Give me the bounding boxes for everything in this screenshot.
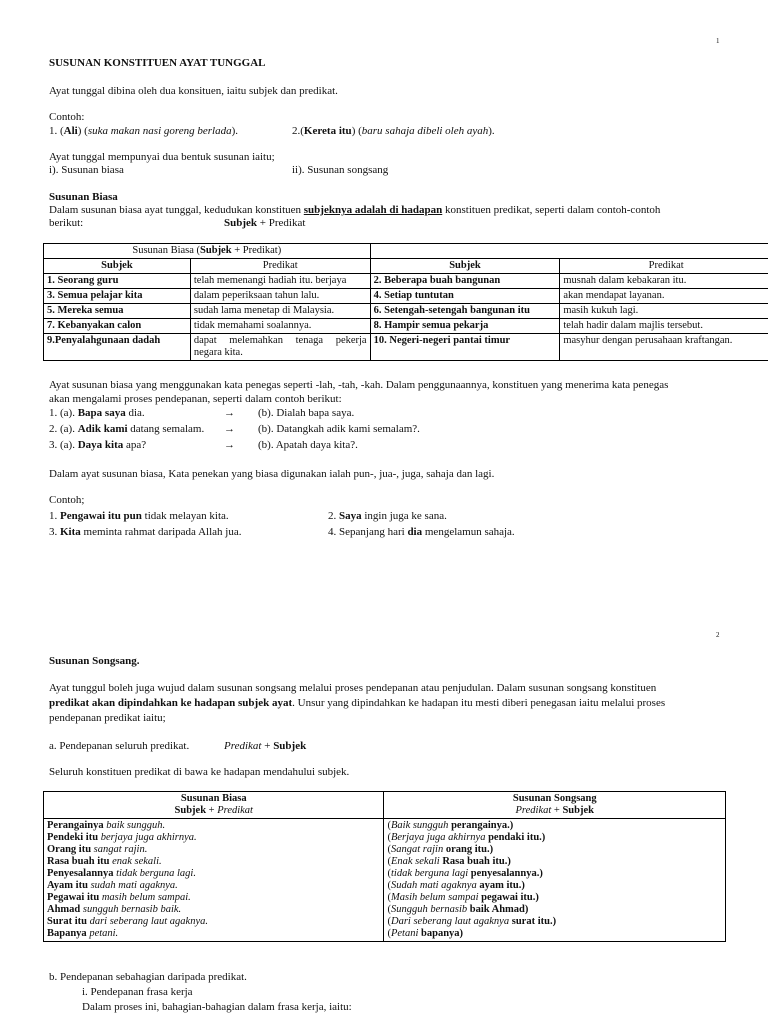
table-row: 7. Kebanyakan calon tidak memahami soalannya. 8. Hampir semua pekarja telah hadir dalam majlis tersebut. — [44, 319, 768, 334]
example-1: 1. (Ali) (suka makan nasi goreng berlada). — [49, 125, 239, 137]
songsang-paragraph-2: predikat akan dipindahkan ke hadapan subjek ayat. Unsur yang dipindahkan ke hadapan itu mesti diberi penegasan iaitu melalui proses — [49, 697, 666, 709]
bentuk-2: ii). Susunan songsang — [292, 164, 389, 176]
page-title: SUSUNAN KONSTITUEN AYAT TUNGGAL — [49, 57, 266, 69]
item-a-label: a. Pendepanan seluruh predikat. — [49, 740, 190, 752]
contoh2-3: 3. Kita meminta rahmat daripada Allah jua. — [49, 526, 242, 538]
seluruh-text: Seluruh konstituen predikat di bawa ke hadapan mendahului subjek. — [49, 766, 350, 778]
col-header-predikat-2: Predikat — [560, 259, 768, 274]
list-item: Pendeki itu berjaya juga akhirnya. — [47, 832, 197, 843]
penegas-paragraph-2: akan mengalami proses pendepanan, seperti dalam contoh berikut: — [49, 393, 342, 405]
arrow-icon: → — [224, 423, 235, 435]
pair-a-3: 3. (a). Daya kita apa? — [49, 439, 147, 451]
bentuk-1: i). Susunan biasa — [49, 164, 124, 176]
contoh2-1: 1. Pengawai itu pun tidak melayan kita. — [49, 510, 229, 522]
penekan-paragraph: Dalam ayat susunan biasa, Kata penekan yang biasa digunakan ialah pun-, jua-, juga, sahaja dan lagi. — [49, 468, 495, 480]
contoh-label: Contoh: — [49, 111, 85, 123]
biasa-paragraph: Dalam susunan biasa ayat tunggal, kedudukan konstituen subjeknya adalah di hadapan konstituen predikat, seperti dalam contoh-contoh — [49, 204, 661, 216]
right-col-body — [384, 819, 726, 942]
bentuk-intro: Ayat tunggal mempunyai dua bentuk susunan iaitu; — [49, 151, 275, 163]
left-col-header: Susunan Biasa Subjek + Predikat — [44, 792, 384, 819]
biasa-paragraph-2: berikut: — [49, 217, 84, 229]
list-item: Rasa buah itu enak sekali. — [47, 856, 162, 867]
list-item: (Dari seberang laut agaknya surat itu.) — [387, 916, 557, 927]
col-header-subjek: Subjek — [44, 259, 191, 274]
left-col-body — [44, 819, 384, 942]
contoh2-label: Contoh; — [49, 494, 85, 506]
list-item: (Masih belum sampai pegawai itu.) — [387, 892, 539, 903]
list-item: (Enak sekali Rasa buah itu.) — [387, 856, 511, 867]
contoh2-4: 4. Sepanjang hari dia mengelamun sahaja. — [328, 526, 515, 538]
list-item: (Berjaya juga akhirnya pendaki itu.) — [387, 832, 546, 843]
table-title: Susunan Biasa (Subjek + Predikat) — [44, 244, 371, 259]
songsang-paragraph-3: pendepanan predikat iaitu; — [49, 712, 166, 724]
pair-a-2: 2. (a). Adik kami datang semalam. — [49, 423, 205, 435]
right-col-header: Susunan Songsang Predikat + Subjek — [384, 792, 726, 819]
item-b-i-desc: Dalam proses ini, bahagian-bahagian dalam frasa kerja, iaitu: — [82, 1001, 352, 1013]
col-header-predikat: Predikat — [190, 259, 370, 274]
list-item: (Sangat rajin orang itu.) — [387, 844, 494, 855]
list-item: Surat itu dari seberang laut agaknya. — [47, 916, 208, 927]
list-item: (Sudah mati agaknya ayam itu.) — [387, 880, 525, 891]
table-row: 5. Mereka semua sudah lama menetap di Malaysia. 6. Setengah-setengah bangunan itu masih kukuh lagi. — [44, 304, 768, 319]
page-number-2: 2 — [716, 631, 720, 639]
songsang-paragraph-1: Ayat tunggul boleh juga wujud dalam susunan songsang melalui proses pendepanan atau penjudulan. Dalam susunan songsang konstituen — [49, 682, 657, 694]
contoh2-2: 2. Saya ingin juga ke sana. — [328, 510, 447, 522]
list-item: Pegawai itu masih belum sampai. — [47, 892, 191, 903]
list-item: (Baik sungguh perangainya.) — [387, 820, 514, 831]
pair-a-1: 1. (a). Bapa saya dia. — [49, 407, 145, 419]
list-item: (tidak berguna lagi penyesalannya.) — [387, 868, 543, 879]
penegas-paragraph: Ayat susunan biasa yang menggunakan kata penegas seperti -lah, -tah, -kah. Dalam penggunaannya, konstituen yang menerima kata penegas — [49, 379, 669, 391]
list-item: Penyesalannya tidak berguna lagi. — [47, 868, 196, 879]
susunan-biasa-table — [43, 243, 768, 361]
table-row: 1. Seorang guru telah memenangi hadiah itu. berjaya 2. Beberapa buah bangunan musnah dalam kebakaran itu. — [44, 274, 768, 289]
formula: Subjek + Predikat — [224, 217, 306, 229]
pair-b-3: (b). Apatah daya kita?. — [258, 439, 358, 451]
page-number: 1 — [716, 37, 720, 45]
col-header-subjek-2: Subjek — [370, 259, 560, 274]
list-item: Ayam itu sudah mati agaknya. — [47, 880, 178, 891]
intro-text: Ayat tunggal dibina oleh dua konsituen, iaitu subjek dan predikat. — [49, 85, 338, 97]
item-b-i: i. Pendepanan frasa kerja — [82, 986, 193, 998]
songsang-table — [43, 791, 726, 942]
section-heading-songsang: Susunan Songsang. — [49, 655, 140, 667]
list-item: (Petani bapanya) — [387, 928, 464, 939]
table-row: 3. Semua pelajar kita dalam peperiksaan tahun lalu. 4. Setiap tuntutan akan mendapat layanan. — [44, 289, 768, 304]
arrow-icon: → — [224, 407, 235, 419]
table-row: 9.Penyalahgunaan dadah dapat melemahkan tenaga pekerja negara kita. 10. Negeri-negeri pantai timur masyhur dengan perusahaan kraftangan. — [44, 334, 768, 361]
list-item: Ahmad sungguh bernasib baik. — [47, 904, 182, 915]
list-item: Bapanya petani. — [47, 928, 119, 939]
pair-b-1: (b). Dialah bapa saya. — [258, 407, 355, 419]
arrow-icon: → — [224, 439, 235, 451]
section-heading-biasa: Susunan Biasa — [49, 191, 118, 203]
list-item: Perangainya baik sungguh. — [47, 820, 166, 831]
list-item: Orang itu sangat rajin. — [47, 844, 148, 855]
pair-b-2: (b). Datangkah adik kami semalam?. — [258, 423, 420, 435]
item-a-formula: Predikat + Subjek — [224, 740, 307, 752]
item-b-label: b. Pendepanan sebahagian daripada predikat. — [49, 971, 247, 983]
example-2: 2.(Kereta itu) (baru sahaja dibeli oleh ayah). — [292, 125, 495, 137]
list-item: (Sungguh bernasib baik Ahmad) — [387, 904, 529, 915]
